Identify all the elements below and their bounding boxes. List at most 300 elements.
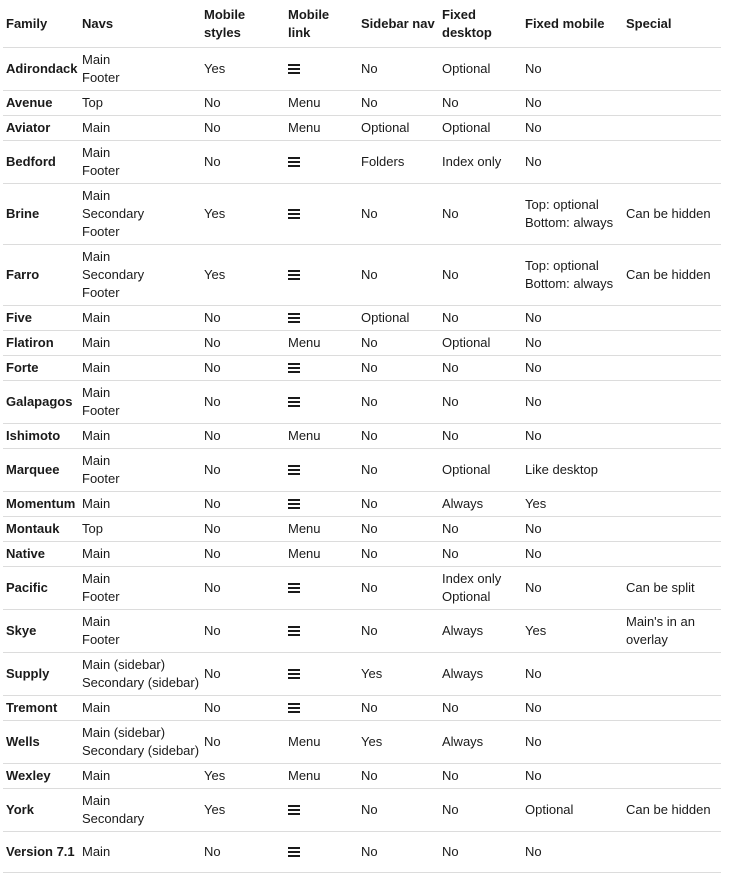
navs-cell-line: Footer [82,163,120,178]
sidebar-nav-cell: Yes [358,721,439,764]
fixed-desktop-cell-line: Always [442,734,484,749]
navs-cell-line: Main [82,844,111,859]
navs-cell-line: Main [82,52,111,67]
navs-cell [79,245,201,306]
fixed-mobile-cell [522,449,623,492]
navs-cell [79,653,201,696]
fixed-desktop-cell-line: No [442,844,459,859]
sidebar-nav-cell: No [358,789,439,832]
mobile-link-cell [285,832,358,873]
hamburger-menu-icon [288,805,300,815]
mobile-link-cell [285,449,358,492]
navs-cell [79,449,201,492]
hamburger-menu-icon [288,270,300,280]
header-row [3,0,721,48]
fixed-desktop-cell [439,721,522,764]
fixed-desktop-cell [439,48,522,91]
mobile-link-cell: Menu [285,764,358,789]
mobile-link-cell: Menu [285,542,358,567]
sidebar-nav-cell: No [358,381,439,424]
sidebar-nav-cell: Folders [358,141,439,184]
table-row [3,245,721,306]
fixed-desktop-cell-line: Optional [442,335,491,350]
mobile-link-cell [285,245,358,306]
table-row [3,764,721,789]
sidebar-nav-cell: No [358,48,439,91]
fixed-desktop-cell-line: No [442,360,459,375]
mobile-styles-cell: No [201,542,285,567]
family-cell: Bedford [3,141,79,184]
fixed-mobile-cell-line: No [525,360,542,375]
fixed-mobile-cell [522,653,623,696]
mobile-link-cell [285,610,358,653]
hamburger-menu-icon [288,669,300,679]
table-row [3,306,721,331]
mobile-link-cell [285,141,358,184]
special-cell [623,331,721,356]
sidebar-nav-cell: Optional [358,306,439,331]
mobile-styles-cell: No [201,653,285,696]
navs-cell-line: Main [82,700,111,715]
fixed-desktop-cell [439,331,522,356]
table-row [3,331,721,356]
mobile-styles-cell: Yes [201,184,285,245]
navs-cell-line: Footer [82,285,120,300]
family-cell: Avenue [3,91,79,116]
fixed-desktop-cell [439,567,522,610]
table-row [3,653,721,696]
mobile-styles-cell: Yes [201,764,285,789]
special-cell [623,184,721,245]
navs-cell-line: Footer [82,403,120,418]
family-cell: Aviator [3,116,79,141]
navs-cell-line: Main [82,120,111,135]
special-cell [623,306,721,331]
table-row [3,141,721,184]
fixed-desktop-cell [439,356,522,381]
fixed-desktop-cell-line: No [442,428,459,443]
mobile-styles-cell: No [201,696,285,721]
navs-cell [79,356,201,381]
fixed-mobile-cell-line: Bottom: always [525,276,614,291]
fixed-mobile-cell [522,517,623,542]
fixed-desktop-cell [439,306,522,331]
special-cell-line: Main's in an [626,614,695,629]
special-cell [623,721,721,764]
table-row [3,696,721,721]
navs-cell-line: Main [82,571,111,586]
navs-cell-line: Top [82,95,103,110]
fixed-desktop-cell-line: Index only [442,154,502,169]
fixed-desktop-cell-line: Always [442,666,484,681]
fixed-mobile-cell-line: No [525,310,542,325]
fixed-mobile-cell [522,764,623,789]
family-cell: York [3,789,79,832]
fixed-mobile-cell-line: No [525,335,542,350]
mobile-link-cell [285,789,358,832]
special-cell [623,567,721,610]
hamburger-menu-icon [288,157,300,167]
mobile-link-cell [285,184,358,245]
fixed-mobile-cell [522,567,623,610]
mobile-styles-cell: No [201,424,285,449]
special-cell-line: overlay [626,632,668,647]
navs-cell [79,696,201,721]
mobile-link-cell [285,306,358,331]
mobile-styles-cell: Yes [201,245,285,306]
sidebar-nav-cell: No [358,492,439,517]
header-family: Family [3,0,79,48]
table-row [3,48,721,91]
family-cell: Marquee [3,449,79,492]
sidebar-nav-cell: No [358,832,439,873]
fixed-mobile-cell [522,789,623,832]
mobile-link-cell: Menu [285,424,358,449]
fixed-mobile-cell-line: No [525,844,542,859]
fixed-mobile-cell [522,245,623,306]
mobile-link-cell: Menu [285,91,358,116]
mobile-styles-cell: No [201,721,285,764]
table-row [3,517,721,542]
navs-cell-line: Main [82,249,111,264]
fixed-desktop-cell [439,141,522,184]
fixed-mobile-cell [522,610,623,653]
navs-cell [79,721,201,764]
fixed-desktop-cell-line: Optional [442,462,491,477]
fixed-mobile-cell-line: No [525,394,542,409]
mobile-link-cell: Menu [285,331,358,356]
table-row [3,567,721,610]
navs-cell [79,542,201,567]
navs-cell [79,184,201,245]
header-fixed-desktop: Fixed desktop [439,0,522,48]
fixed-mobile-cell [522,721,623,764]
mobile-styles-cell: No [201,141,285,184]
fixed-desktop-cell-line: Always [442,623,484,638]
mobile-link-cell [285,567,358,610]
sidebar-nav-cell: Yes [358,653,439,696]
navs-cell-line: Footer [82,224,120,239]
fixed-desktop-cell [439,245,522,306]
navs-cell-line: Main [82,385,111,400]
fixed-mobile-cell [522,116,623,141]
navs-cell [79,91,201,116]
special-cell [623,116,721,141]
template-nav-comparison-table [3,0,721,873]
fixed-desktop-cell-line: No [442,394,459,409]
fixed-desktop-cell-line: Always [442,496,484,511]
navs-cell-line: Main [82,546,111,561]
fixed-mobile-cell [522,331,623,356]
mobile-link-cell [285,696,358,721]
hamburger-menu-icon [288,64,300,74]
navs-cell [79,48,201,91]
fixed-desktop-cell [439,424,522,449]
table-row [3,832,721,873]
navs-cell-line: Main [82,310,111,325]
hamburger-menu-icon [288,583,300,593]
fixed-mobile-cell-line: Like desktop [525,462,598,477]
navs-cell [79,141,201,184]
fixed-desktop-cell [439,91,522,116]
sidebar-nav-cell: No [358,449,439,492]
fixed-mobile-cell [522,141,623,184]
special-cell [623,245,721,306]
fixed-mobile-cell [522,381,623,424]
special-cell [623,789,721,832]
sidebar-nav-cell: No [358,245,439,306]
special-cell [623,517,721,542]
fixed-desktop-cell-line: No [442,95,459,110]
special-cell [623,48,721,91]
special-cell [623,610,721,653]
special-cell [623,696,721,721]
fixed-mobile-cell [522,48,623,91]
navs-cell [79,424,201,449]
mobile-styles-cell: No [201,331,285,356]
family-cell: Native [3,542,79,567]
fixed-desktop-cell [439,696,522,721]
mobile-styles-cell: No [201,610,285,653]
fixed-mobile-cell [522,424,623,449]
table-row [3,184,721,245]
family-cell: Galapagos [3,381,79,424]
family-cell: Brine [3,184,79,245]
mobile-link-cell: Menu [285,517,358,542]
mobile-styles-cell: No [201,306,285,331]
header-sidebar-nav: Sidebar nav [358,0,439,48]
navs-cell [79,789,201,832]
fixed-mobile-cell-line: No [525,768,542,783]
navs-cell-line: Top [82,521,103,536]
fixed-desktop-cell-line: No [442,768,459,783]
hamburger-menu-icon [288,626,300,636]
fixed-mobile-cell-line: No [525,521,542,536]
navs-cell-line: Footer [82,471,120,486]
sidebar-nav-cell: No [358,517,439,542]
special-cell [623,764,721,789]
fixed-desktop-cell-line: No [442,310,459,325]
mobile-link-cell [285,492,358,517]
fixed-mobile-cell-line: No [525,95,542,110]
table-row [3,116,721,141]
navs-cell-line: Secondary [82,267,145,282]
navs-cell-line: Main [82,188,111,203]
sidebar-nav-cell: No [358,542,439,567]
fixed-desktop-cell [439,789,522,832]
navs-cell [79,306,201,331]
navs-cell [79,517,201,542]
fixed-desktop-cell-line: No [442,267,459,282]
navs-cell-line: Main [82,145,111,160]
fixed-mobile-cell [522,832,623,873]
mobile-styles-cell: No [201,381,285,424]
navs-cell-line: Main [82,335,111,350]
family-cell: Wells [3,721,79,764]
header-mobile-styles: Mobile styles [201,0,285,48]
family-cell: Momentum [3,492,79,517]
hamburger-menu-icon [288,313,300,323]
fixed-mobile-cell-line: No [525,734,542,749]
hamburger-menu-icon [288,209,300,219]
mobile-link-cell: Menu [285,116,358,141]
navs-cell-line: Footer [82,632,120,647]
fixed-mobile-cell [522,542,623,567]
table-row [3,449,721,492]
special-cell [623,653,721,696]
fixed-mobile-cell-line: No [525,700,542,715]
family-cell: Tremont [3,696,79,721]
navs-cell-line: Main (sidebar) [82,725,166,740]
mobile-styles-cell: No [201,517,285,542]
fixed-desktop-cell [439,832,522,873]
mobile-styles-cell: No [201,449,285,492]
family-cell: Version 7.1 [3,832,79,873]
fixed-mobile-cell-line: No [525,61,542,76]
fixed-mobile-cell-line: No [525,580,542,595]
fixed-desktop-cell-line: No [442,802,459,817]
navs-cell [79,832,201,873]
table-row [3,789,721,832]
fixed-desktop-cell-line: No [442,546,459,561]
mobile-styles-cell: Yes [201,48,285,91]
fixed-mobile-cell-line: Yes [525,496,547,511]
special-cell [623,141,721,184]
special-cell [623,424,721,449]
fixed-desktop-cell [439,542,522,567]
fixed-desktop-cell [439,449,522,492]
mobile-link-cell: Menu [285,721,358,764]
fixed-desktop-cell [439,764,522,789]
fixed-mobile-cell [522,492,623,517]
fixed-desktop-cell-line: No [442,521,459,536]
fixed-mobile-cell-line: No [525,546,542,561]
mobile-styles-cell: Yes [201,789,285,832]
table-row [3,91,721,116]
header-mobile-link: Mobile link [285,0,358,48]
table-body [3,48,721,873]
fixed-desktop-cell [439,116,522,141]
family-cell: Flatiron [3,331,79,356]
fixed-mobile-cell-line: Bottom: always [525,215,614,230]
hamburger-menu-icon [288,703,300,713]
fixed-mobile-cell-line: Top: optional [525,258,599,273]
mobile-styles-cell: No [201,567,285,610]
special-cell [623,91,721,116]
fixed-desktop-cell [439,517,522,542]
fixed-mobile-cell-line: No [525,428,542,443]
fixed-desktop-cell-line: Optional [442,61,491,76]
sidebar-nav-cell: No [358,696,439,721]
sidebar-nav-cell: No [358,424,439,449]
fixed-desktop-cell [439,653,522,696]
fixed-desktop-cell-line: Optional [442,589,491,604]
mobile-styles-cell: No [201,116,285,141]
fixed-desktop-cell-line: No [442,700,459,715]
navs-cell-line: Secondary (sidebar) [82,743,200,758]
navs-cell-line: Main [82,793,111,808]
navs-cell-line: Main [82,453,111,468]
family-cell: Ishimoto [3,424,79,449]
table-row [3,492,721,517]
fixed-mobile-cell [522,91,623,116]
sidebar-nav-cell: No [358,184,439,245]
fixed-desktop-cell [439,184,522,245]
mobile-styles-cell: No [201,91,285,116]
navs-cell-line: Main (sidebar) [82,657,166,672]
mobile-link-cell [285,356,358,381]
navs-cell-line: Main [82,496,111,511]
table-row [3,356,721,381]
navs-cell-line: Main [82,768,111,783]
fixed-desktop-cell-line: Index only [442,571,502,586]
header-navs: Navs [79,0,201,48]
sidebar-nav-cell: No [358,764,439,789]
family-cell: Adirondack [3,48,79,91]
mobile-styles-cell: No [201,492,285,517]
special-cell-line: Can be hidden [626,267,711,282]
special-cell [623,492,721,517]
mobile-link-cell [285,48,358,91]
special-cell [623,356,721,381]
fixed-desktop-cell-line: No [442,206,459,221]
table-row [3,381,721,424]
fixed-mobile-cell-line: No [525,120,542,135]
fixed-desktop-cell [439,610,522,653]
family-cell: Forte [3,356,79,381]
special-cell [623,449,721,492]
family-cell: Montauk [3,517,79,542]
mobile-styles-cell: No [201,356,285,381]
fixed-desktop-cell-line: Optional [442,120,491,135]
sidebar-nav-cell: Optional [358,116,439,141]
special-cell [623,832,721,873]
mobile-link-cell [285,653,358,696]
special-cell-line: Can be split [626,580,695,595]
navs-cell-line: Secondary [82,206,145,221]
fixed-mobile-cell-line: No [525,154,542,169]
table-row [3,542,721,567]
navs-cell-line: Footer [82,70,120,85]
sidebar-nav-cell: No [358,331,439,356]
table-row [3,424,721,449]
table-row [3,721,721,764]
fixed-mobile-cell-line: Yes [525,623,547,638]
navs-cell-line: Main [82,428,111,443]
fixed-desktop-cell [439,381,522,424]
fixed-mobile-cell [522,184,623,245]
special-cell-line: Can be hidden [626,802,711,817]
hamburger-menu-icon [288,465,300,475]
navs-cell [79,381,201,424]
navs-cell [79,331,201,356]
navs-cell [79,610,201,653]
navs-cell [79,567,201,610]
mobile-link-cell [285,381,358,424]
special-cell [623,381,721,424]
header-fixed-mobile: Fixed mobile [522,0,623,48]
fixed-mobile-cell [522,696,623,721]
fixed-mobile-cell [522,356,623,381]
fixed-mobile-cell-line: Optional [525,802,574,817]
fixed-mobile-cell-line: Top: optional [525,197,599,212]
hamburger-menu-icon [288,363,300,373]
fixed-mobile-cell-line: No [525,666,542,681]
fixed-desktop-cell [439,492,522,517]
fixed-mobile-cell [522,306,623,331]
sidebar-nav-cell: No [358,567,439,610]
family-cell: Wexley [3,764,79,789]
